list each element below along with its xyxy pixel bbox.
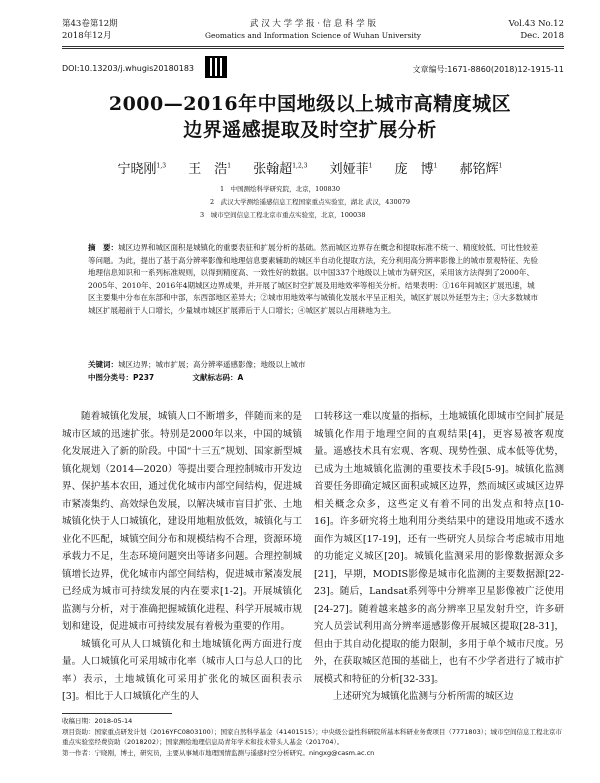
keywords-text: 城区边界；城市扩展；高分辨率遥感影像；地级以上城市 (118, 360, 306, 369)
title-line-2: 边界遥感提取及时空扩展分析 (183, 119, 437, 141)
document-code: 文献标志码：A (192, 373, 244, 382)
paragraph: 口转移这一难以度量的指标，土地城镇化即城市空间扩展是城镇化作用于地理空间的直观结果[4]，更容易被客观度量。遥感技术具有宏观、客观、现势性强、成本低等优势，已成为土地城镇化监测的重要技术手段[5-9]。城镇化监测首要任务即确定城区面积或城区边界，然而城区或城区边界相关概念众多，这些定义有着不同的出发点和特点[10-16]。许多研究将土地利用分类结果中的建设用地或不透水面作为城区[17-19]，还有一些研究人员综合考虑城市用地的功能定义城区[20]。城镇化监测采用的影像数据源众多[21]，早期，MODIS影像是城市化监测的主要数据源[22-23]。随后，Landsat系列等中分辨率卫星影像被广泛使用[24-27]。随着越来越多的高分辨率卫星发射升空，许多研究人员尝试利用高分辨率遥感影像开展城区提取[28-31]，但由于其自动化提取的能力限制，多用于单个城市尺度。另外，在获取城区范围的基础上，也有不少学者进行了城市扩展模式和特征的分析[32-33]。 (314, 411, 564, 685)
journal-volume: 第43卷第12期 2018年12月 (62, 19, 118, 41)
body-right-column (314, 408, 564, 706)
header-rule (62, 46, 564, 47)
author: 郝铭辉$^1$ (459, 162, 503, 177)
abstract (88, 242, 538, 317)
author: 张翰超$^{1,2,3}$ (253, 162, 308, 177)
body-left-column (62, 408, 302, 706)
author: 宁晓刚$^{1,3}$ (117, 162, 167, 177)
funding: 项目资助：国家重点研发计划（2016YFC0803100）；国家自然科学基金（41401515）；中央级公益性科研院所基本科研业务费项目（7771803）；城市空间信息工程北京市重点实验室经费资助（2018202）；国家测绘地理信息局青年学术和技术带头人基金（201704）。 (62, 727, 563, 746)
abstract-label: 摘 要： (88, 243, 118, 252)
title-line-1: 2000—2016年中国地级以上城市高精度城区 (108, 93, 512, 115)
header-rule-thin (62, 48, 564, 49)
footnotes (62, 716, 564, 758)
abstract-text: 城区边界和城区面积是城镇化的重要表征和扩展分析的基础。然而城区边界存在概念和提取标准不统一、精度较低、可比性较差等问题。为此，提出了基于高分辨率影像和地理信息要素辅助的城区半自动化提取方法，充分利用高分辨率影像上的城市景观特征、先验地理信息知识和一系列标准规则，以得到精度高、一致性好的数据。以中国337个地级以上城市为研究区，采用该方法得到了2000年、2005年、2010年、2016年4期城区边界成果，并开展了城区时空扩展及用地效率等相关分析。结果表明：①16年间城区扩展迅速，城区主要集中分布在东部和中部，东西部地区差异大；②城市用地效率与城镇化发展水平呈正相关，城区扩展以外延型为主；③大多数城市城区扩展超前于人口增长，少量城市城区扩展滞后于人口增长；④城区扩展以占用耕地为主。 (88, 243, 538, 315)
classification (88, 372, 279, 383)
paragraph: 城镇化可从人口城镇化和土地城镇化两方面进行度量。人口城镇化可采用城市化率（城市人口与总人口的比率）表示，土地城镇化可采用扩张化的城区面积表示[3]。相比于人口城镇化产生的人 (62, 638, 302, 702)
running-header (62, 18, 564, 44)
paragraph: 上述研究为城镇化监测与分析所需的城区边 (333, 691, 514, 702)
author-list (60, 158, 560, 177)
affiliation: 3 城市空间信息工程北京市重点实验室，北京，100038 (200, 211, 366, 219)
doi: DOI:10.13203/j.whugis20180183 (62, 64, 195, 73)
footnote-rule (62, 713, 172, 714)
affiliation: 1 中国测绘科学研究院，北京，100830 (220, 185, 340, 193)
paragraph: 随着城镇化发展，城镇人口不断增多，伴随而来的是城市区域的迅速扩张。特别是2000年以来，中国的城镇化发展进入了新的阶段。中国“十三五”规划、国家新型城镇化规划（2014—2020）等提出要合理控制城市开发边界、保护基本农田，通过优化城市内部空间结构，促进城市紧凑集约、高效绿色发展，以解决城市盲目扩张、土地城镇化快于人口城镇化，建设用地粗放低效，城镇化与工业化不匹配，城镇空间分布和规模结构不合理，资源环境承载力不足，生态环境问题突出等诸多问题。合理控制城镇增长边界，优化城市内部空间结构，促进城市紧凑发展已经成为城市可持续发展的内在要求[1-2]。开展城镇化监测与分析，对于准确把握城镇化进程、科学开展城市规划和建设，促进城市可持续发展有着极为重要的作用。 (62, 411, 302, 632)
journal-name: 武 汉 大 学 学 报 · 信 息 科 学 版 Geomatics and Information Science of Wuhan University (204, 19, 422, 40)
author: 刘娅菲$^1$ (329, 162, 373, 177)
author: 庞 博$^1$ (394, 162, 438, 177)
article-number: 文章编号:1671-8860(2018)12-1915-11 (412, 65, 564, 74)
clc: 中图分类号：P237 (88, 373, 155, 382)
qr-code-icon (205, 56, 227, 78)
first-author: 第一作者：宁晓刚，博士，研究员，主要从事城市地理国情监测与遥感时空分析研究。ningxg@casm.ac.cn (62, 748, 375, 757)
affiliation: 2 武汉大学测绘遥感信息工程国家重点实验室，湖北 武汉，430079 (210, 198, 411, 206)
keywords-label: 关键词： (88, 360, 118, 369)
keywords (88, 359, 538, 372)
author: 王 浩$^1$ (188, 162, 232, 177)
journal-issue: Vol.43 No.12 Dec. 2018 (508, 19, 564, 41)
received-date: 收稿日期：2018-05-14 (62, 717, 133, 725)
